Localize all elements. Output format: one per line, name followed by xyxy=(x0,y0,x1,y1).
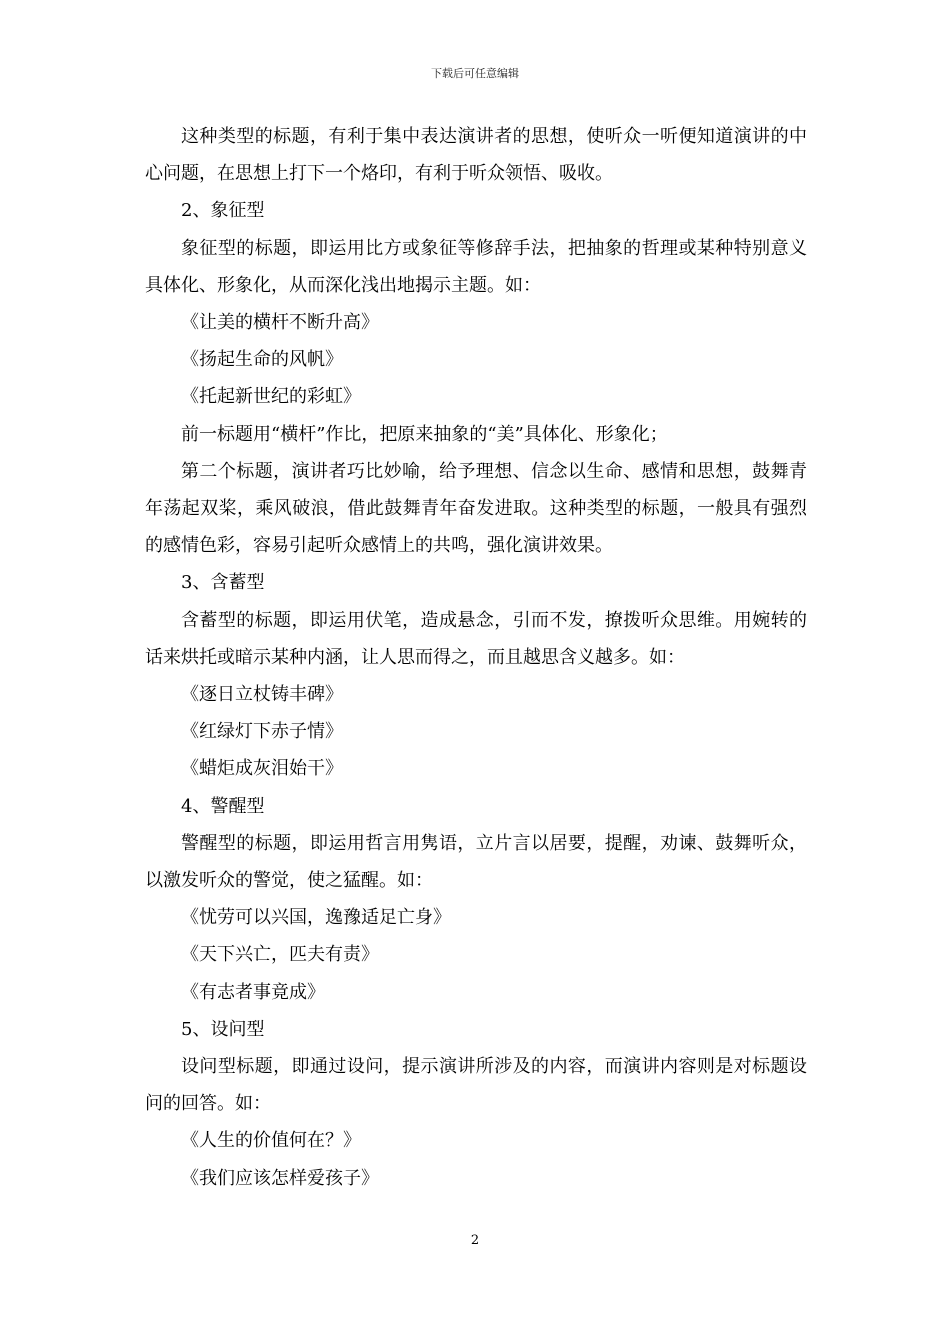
example-title: 《忧劳可以兴国，逸豫适足亡身》 xyxy=(181,907,451,929)
body-paragraph: 象征型的标题，即运用比方或象征等修辞手法，把抽象的哲理或某种特别意义具体化、形象化，从而深化浅出地揭示主题。如： xyxy=(145,237,807,296)
page-header: 下载后可任意编辑 xyxy=(431,67,519,80)
section-heading: 5、设问型 xyxy=(181,1018,265,1040)
body-paragraph: 警醒型的标题，即运用哲言用隽语，立片言以居要，提醒，劝谏、鼓舞听众，以激发听众的警觉，使之猛醒。如： xyxy=(145,832,807,892)
example-title: 《有志者事竟成》 xyxy=(181,981,325,1003)
section-heading: 3、含蓄型 xyxy=(181,572,265,594)
example-title: 《托起新世纪的彩虹》 xyxy=(181,386,361,408)
section-heading: 2、象征型 xyxy=(181,200,265,222)
example-title: 《蜡炬成灰泪始干》 xyxy=(181,758,343,780)
page-number: 2 xyxy=(470,1233,480,1248)
section-heading: 4、警醒型 xyxy=(181,795,265,817)
example-title: 《我们应该怎样爱孩子》 xyxy=(181,1167,379,1189)
body-paragraph: 设问型标题，即通过设问，提示演讲所涉及的内容，而演讲内容则是对标题设问的回答。如： xyxy=(145,1056,807,1115)
example-title: 《人生的价值何在？》 xyxy=(181,1130,361,1152)
body-paragraph: 第二个标题，演讲者巧比妙喻，给予理想、信念以生命、感情和思想，鼓舞青年荡起双桨，乘风破浪，借此鼓舞青年奋发进取。这种类型的标题，一般具有强烈的感情色彩，容易引起听众感情上的共鸣，强化演讲效果。 xyxy=(145,460,807,557)
document-body xyxy=(145,118,807,1197)
body-paragraph: 含蓄型的标题，即运用伏笔，造成悬念，引而不发，撩拨听众思维。用婉转的话来烘托或暗示某种内涵，让人思而得之，而且越思含义越多。如： xyxy=(145,609,807,668)
example-title: 《让美的横杆不断升高》 xyxy=(181,312,379,334)
example-title: 《逐日立杖铸丰碑》 xyxy=(181,684,343,706)
example-title: 《红绿灯下赤子情》 xyxy=(181,721,343,743)
example-title: 《天下兴亡，匹夫有责》 xyxy=(181,944,379,966)
body-paragraph: 前一标题用“横杆”作比，把原来抽象的“美”具体化、形象化； xyxy=(181,423,668,445)
example-title: 《扬起生命的风帆》 xyxy=(181,349,343,371)
body-paragraph: 这种类型的标题，有利于集中表达演讲者的思想，使听众一听便知道演讲的中心问题，在思想上打下一个烙印，有利于听众领悟、吸收。 xyxy=(145,126,807,185)
